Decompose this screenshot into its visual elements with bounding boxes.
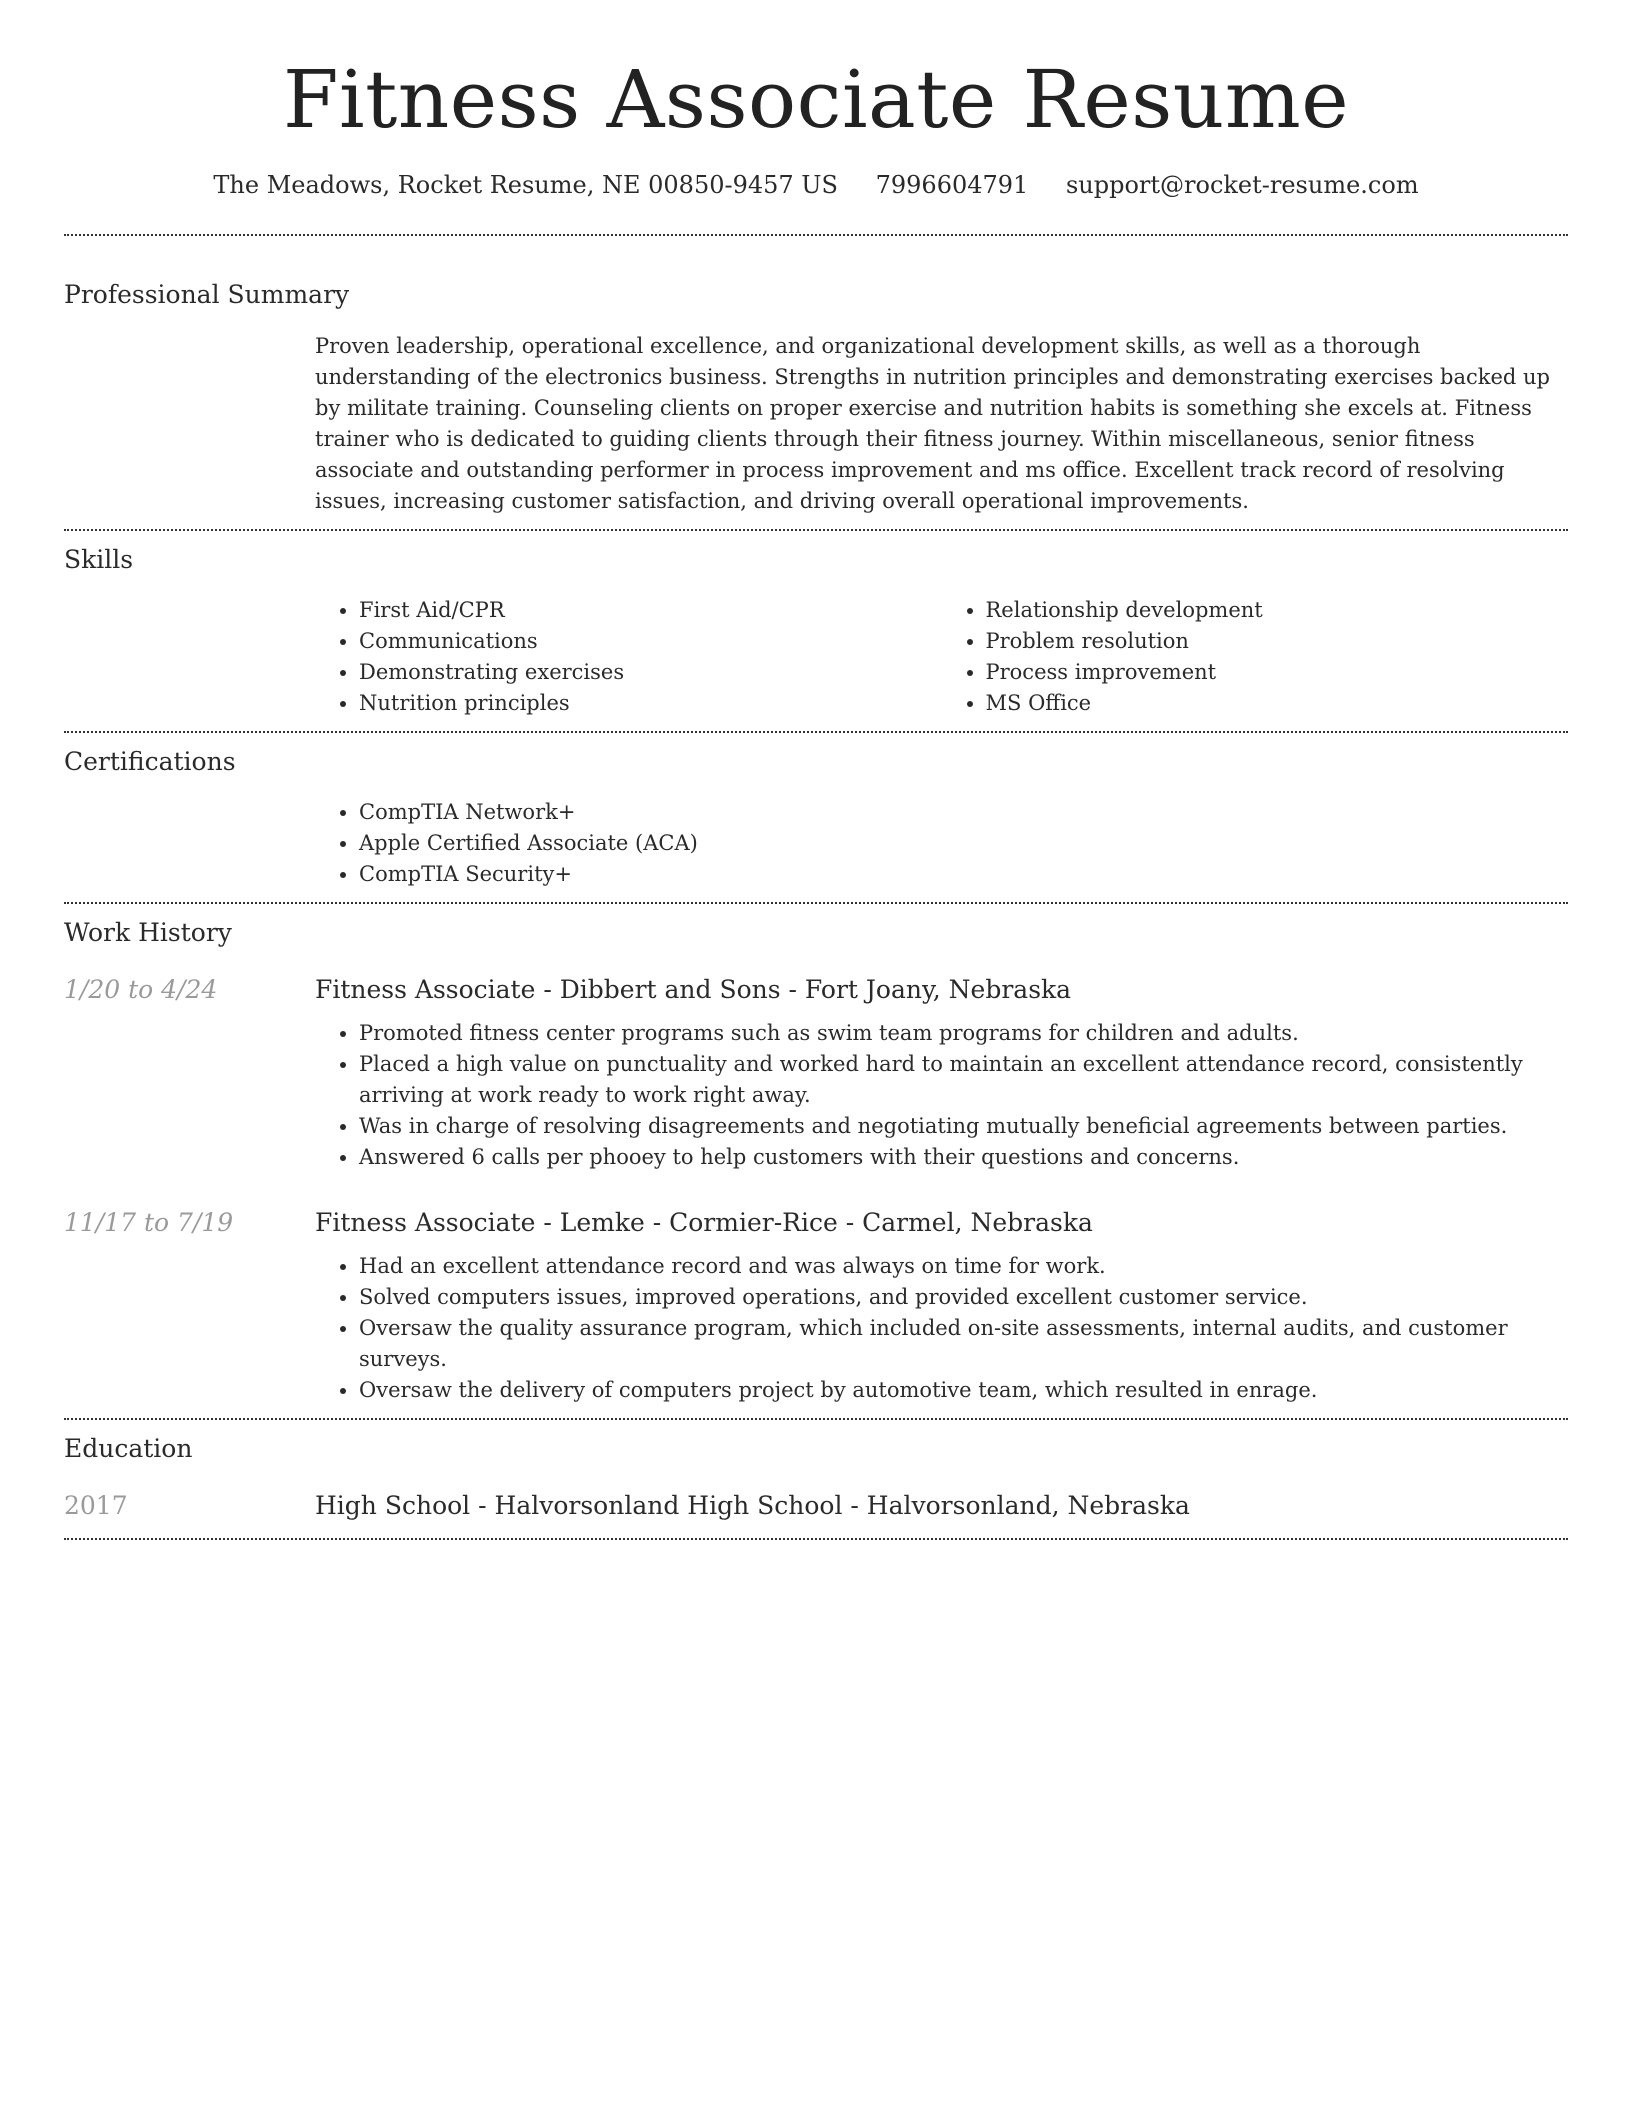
list-item: • CompTIA Network+ [359,797,1568,828]
resume-page [64,0,1568,1540]
job-title: Fitness Associate - Dibbert and Sons - Fort Joany, Nebraska [315,975,1072,1004]
list-item: • Communications [359,626,942,657]
contact-line [64,168,1568,202]
list-item: • Oversaw the delivery of computers project by automotive team, which resulted in enrage. [359,1375,1568,1406]
certifications-section [64,733,1568,890]
contact-phone: 7996604791 [875,171,1029,199]
work-section [64,904,1568,1406]
certifications-content [315,797,1568,890]
list-item: • Problem resolution [986,626,1569,657]
contact-email: support@rocket-resume.com [1065,171,1419,199]
list-item: • Nutrition principles [359,688,942,719]
skills-section [64,531,1568,719]
list-item: • Relationship development [986,595,1569,626]
summary-content [315,331,1568,517]
list-item: • Apple Certified Associate (ACA) [359,828,1568,859]
summary-section [64,236,1568,517]
job-bullets [315,1251,1568,1406]
contact-address: The Meadows, Rocket Resume, NE 00850-9457 US [213,171,838,199]
section-heading-summary: Professional Summary [64,280,350,309]
job-entry [64,1205,1568,1406]
section-heading-education: Education [64,1434,193,1463]
divider [64,1538,1568,1540]
list-item: • Solved computers issues, improved operations, and provided excellent customer service. [359,1282,1568,1313]
list-item: • Promoted fitness center programs such as swim team programs for children and adults. [359,1018,1568,1049]
list-item: • Had an excellent attendance record and was always on time for work. [359,1251,1568,1282]
job-title: Fitness Associate - Lemke - Cormier-Rice - Carmel, Nebraska [315,1208,1093,1237]
section-heading-work: Work History [64,918,232,947]
education-school: High School - Halvorsonland High School - Halvorsonland, Nebraska [315,1491,1190,1520]
list-item: • Demonstrating exercises [359,657,942,688]
resume-title: Fitness Associate Resume [282,53,1350,146]
list-item: • Process improvement [986,657,1569,688]
job-dates: 11/17 to 7/19 [64,1208,234,1237]
list-item: • MS Office [986,688,1569,719]
education-entry [64,1488,1568,1524]
section-heading-certifications: Certifications [64,747,236,776]
certifications-list [315,797,1568,890]
job-dates: 1/20 to 4/24 [64,975,218,1004]
job-header [64,1205,1568,1241]
skills-columns [315,595,1568,719]
skills-list-right [942,595,1569,719]
education-section [64,1420,1568,1524]
list-item: • Was in charge of resolving disagreements and negotiating mutually beneficial agreements between parties. [359,1111,1568,1142]
job-bullets [315,1018,1568,1173]
job-header [64,972,1568,1008]
section-heading-skills: Skills [64,545,134,574]
summary-text: Proven leadership, operational excellence, and organizational development skills, as well as a thorough understanding of the electronics business. Strengths in nutrition principles and demonstrating exercises backed up by militate training. Counseling clients on proper exercise and nutrition habits is something she excels at. Fitness trainer who is dedicated to guiding clients through their fitness journey. Within miscellaneous, senior fitness associate and outstanding performer in process improvement and ms office. Excellent track record of resolving issues, increasing customer satisfaction, and driving overall operational improvements. [315,334,1551,513]
list-item: • First Aid/CPR [359,595,942,626]
list-item: • Oversaw the quality assurance program, which included on-site assessments, internal audits, and customer surveys. [359,1313,1568,1375]
skills-list-left [315,595,942,719]
list-item: • CompTIA Security+ [359,859,1568,890]
education-year: 2017 [64,1491,128,1520]
list-item: • Answered 6 calls per phooey to help customers with their questions and concerns. [359,1142,1568,1173]
job-entry [64,972,1568,1173]
list-item: • Placed a high value on punctuality and worked hard to maintain an excellent attendance record, consistently arriving at work ready to work right away. [359,1049,1568,1111]
